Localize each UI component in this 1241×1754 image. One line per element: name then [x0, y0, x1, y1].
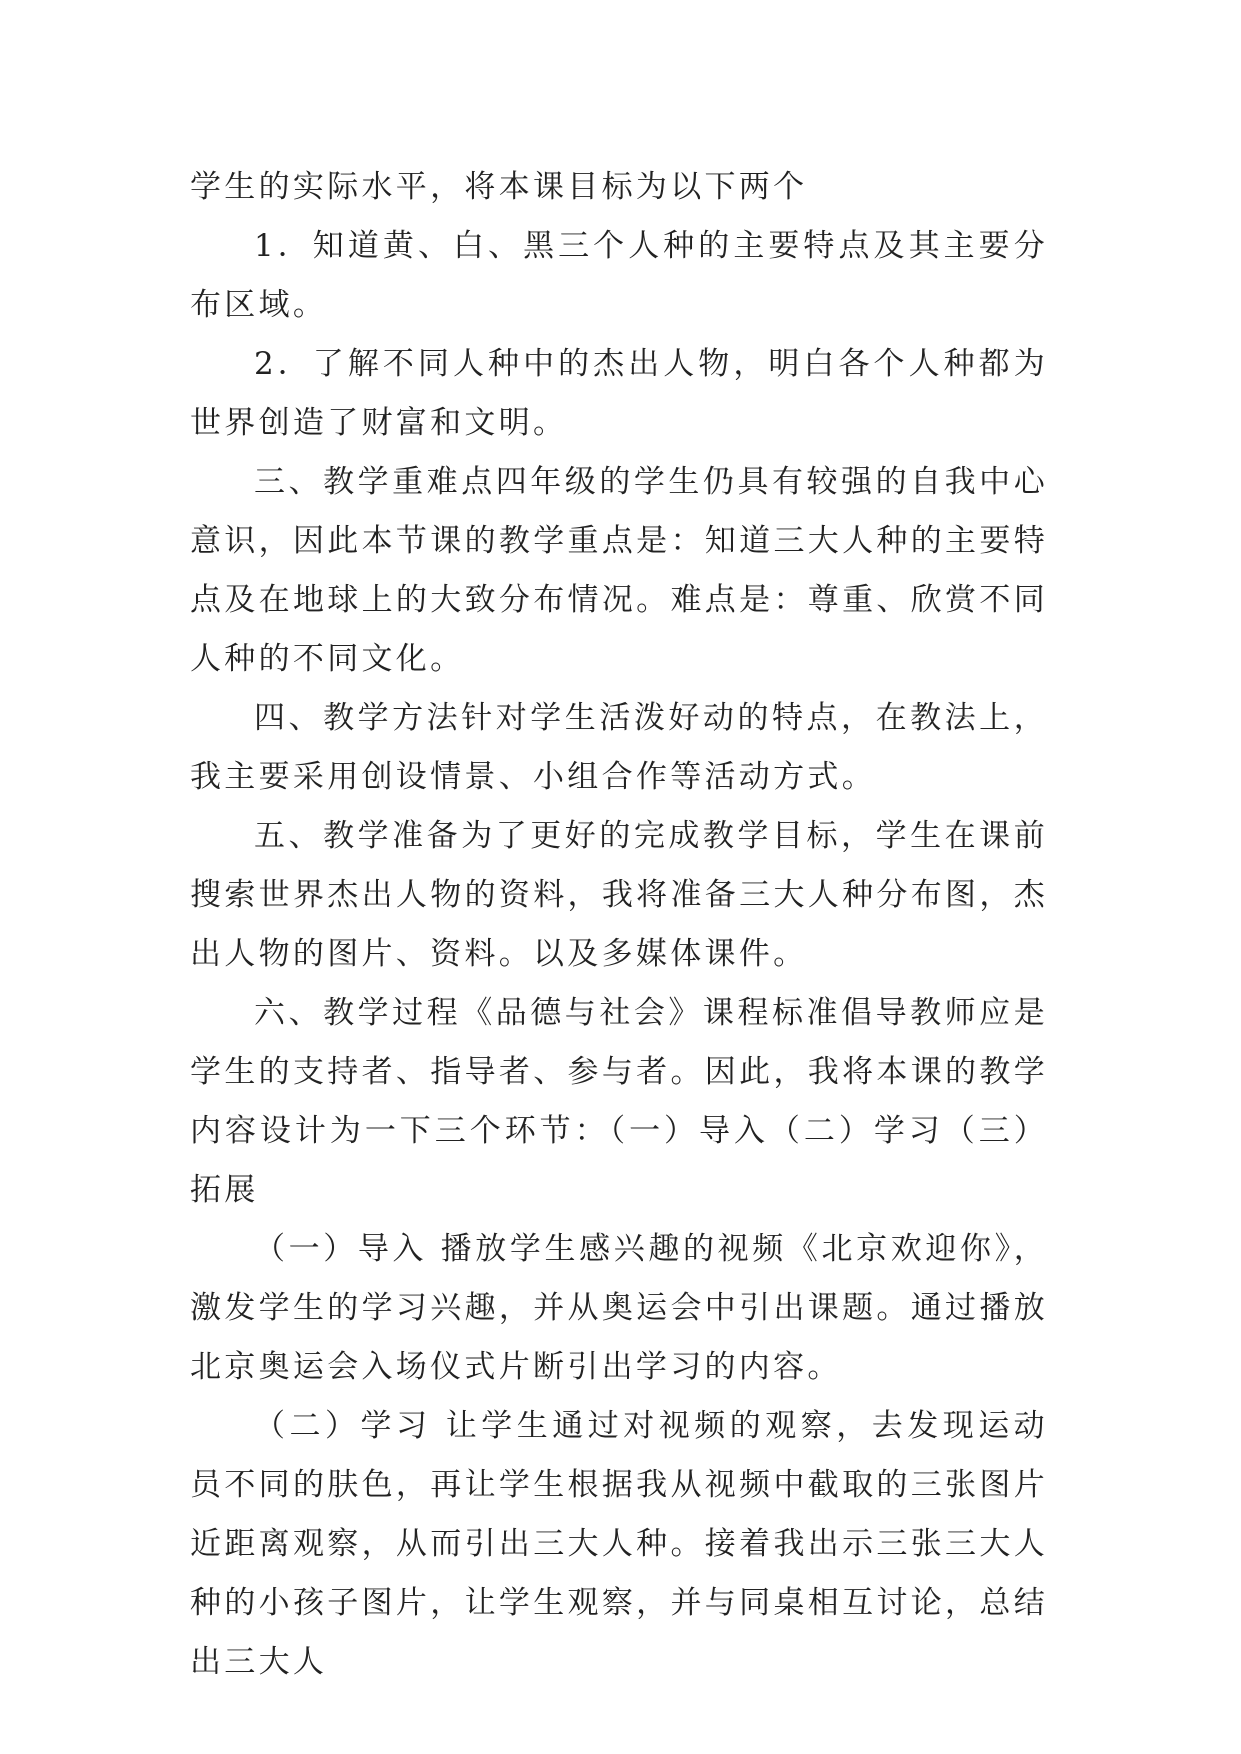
- paragraph-2: 1．知道黄、白、黑三个人种的主要特点及其主要分布区域。: [190, 228, 1048, 323]
- paragraph-6: 五、教学准备为了更好的完成教学目标，学生在课前搜索世界杰出人物的资料，我将准备三大人种分布图，杰出人物的图片、资料。以及多媒体课件。: [190, 818, 1048, 972]
- paragraph-9: （二）学习 让学生通过对视频的观察，去发现运动员不同的肤色，再让学生根据我从视频中截取的三张图片近距离观察，从而引出三大人种。接着我出示三张三大人种的小孩子图片，让学生观察，并与同桌相互讨论，总结出三大人: [190, 1408, 1048, 1680]
- paragraph-4: 三、教学重难点四年级的学生仍具有较强的自我中心意识，因此本节课的教学重点是：知道三大人种的主要特点及在地球上的大致分布情况。难点是：尊重、欣赏不同人种的不同文化。: [190, 464, 1048, 677]
- paragraph-3: 2．了解不同人种中的杰出人物，明白各个人种都为世界创造了财富和文明。: [190, 346, 1048, 441]
- paragraph-8: （一）导入 播放学生感兴趣的视频《北京欢迎你》，激发学生的学习兴趣，并从奥运会中引出课题。通过播放北京奥运会入场仪式片断引出学习的内容。: [190, 1231, 1048, 1385]
- document-body: [190, 158, 1048, 1692]
- paragraph-5: 四、教学方法针对学生活泼好动的特点，在教法上，我主要采用创设情景、小组合作等活动方式。: [190, 700, 1048, 795]
- paragraph-1: 学生的实际水平，将本课目标为以下两个: [190, 169, 808, 205]
- paragraph-7: 六、教学过程《品德与社会》课程标准倡导教师应是学生的支持者、指导者、参与者。因此，我将本课的教学内容设计为一下三个环节：（一）导入（二）学习（三）拓展: [190, 995, 1048, 1208]
